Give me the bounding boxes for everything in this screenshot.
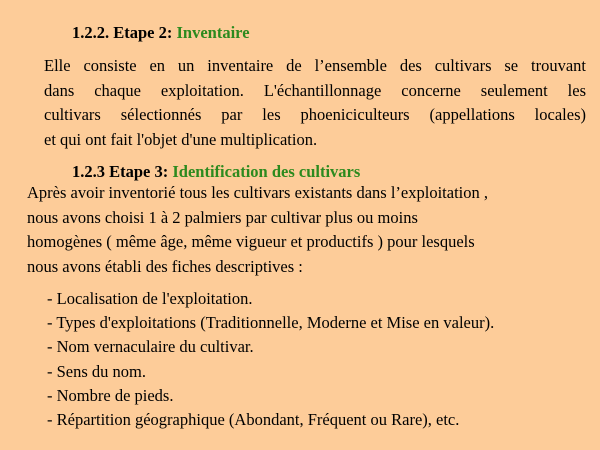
list-item: - Nombre de pieds.	[47, 385, 174, 405]
section-title: Identification des cultivars	[172, 162, 361, 181]
paragraph-line: Elle consiste en un inventaire de l’ensemble des cultivars se trouvant	[44, 56, 586, 75]
section-number: 1.2.3	[72, 162, 105, 181]
paragraph-line: dans chaque exploitation. L'échantillonnage concerne seulement les	[44, 80, 586, 100]
section-title: Inventaire	[176, 23, 250, 42]
section-label: Etape 3:	[109, 162, 169, 181]
descriptive-fields-list	[47, 287, 494, 432]
paragraph-line: Après avoir inventorié tous les cultivars existants dans l’exploitation ,	[27, 183, 488, 202]
paragraph-line: cultivars sélectionnés par les phoeniciculteurs (appellations locales)	[44, 105, 586, 124]
identification-paragraph	[27, 181, 488, 279]
paragraph-line: et qui ont fait l'objet d'une multiplication.	[44, 129, 318, 149]
paragraph-line: nous avons établi des fiches descriptives :	[27, 256, 303, 276]
paragraph-line: homogènes ( même âge, même vigueur et productifs ) pour lesquels	[27, 232, 475, 251]
section-heading-identification	[72, 162, 360, 182]
list-item: - Répartition géographique (Abondant, Fréquent ou Rare), etc.	[47, 410, 460, 430]
list-item: - Localisation de l'exploitation.	[47, 289, 253, 308]
inventaire-paragraph	[44, 54, 586, 152]
section-label: Etape 2:	[113, 23, 173, 42]
list-item: - Types d'exploitations (Traditionnelle, Moderne et Mise en valeur).	[47, 313, 495, 333]
list-item: - Sens du nom.	[47, 361, 146, 381]
section-number: 1.2.2.	[72, 23, 110, 42]
list-item: - Nom vernaculaire du cultivar.	[47, 337, 254, 357]
section-heading-inventaire	[72, 23, 250, 43]
paragraph-line: nous avons choisi 1 à 2 palmiers par cultivar plus ou moins	[27, 207, 418, 227]
